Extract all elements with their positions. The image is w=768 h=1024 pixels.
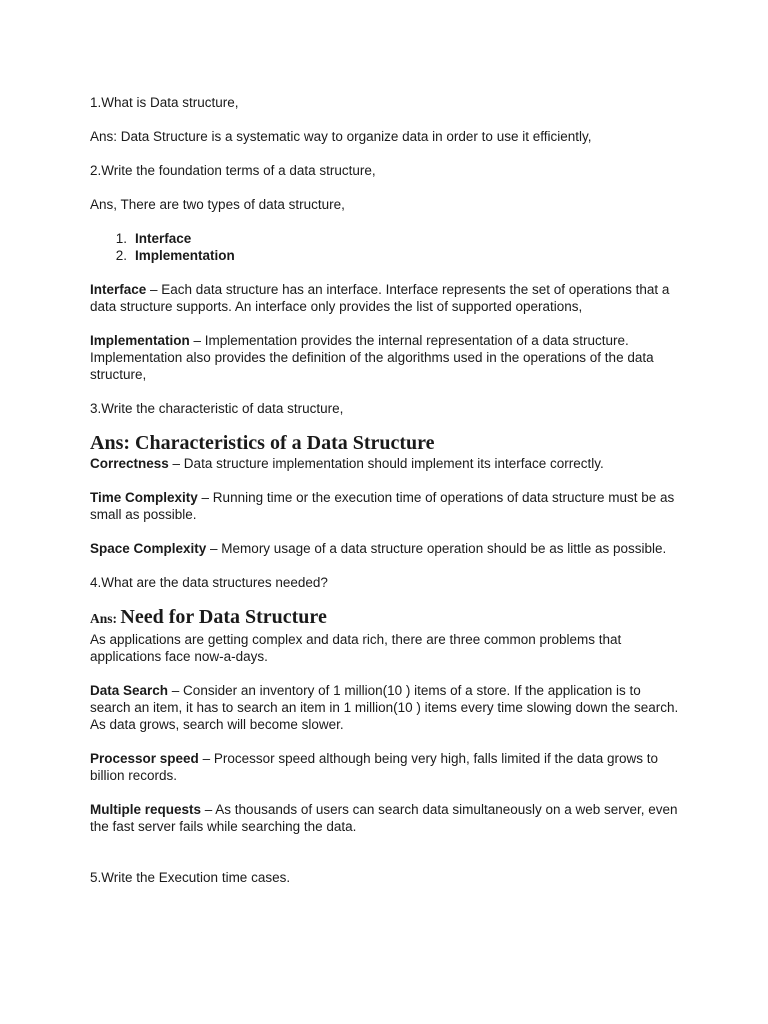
need-intro: As applications are getting complex and data rich, there are three common problems that applications face now-a-days. [90, 632, 622, 664]
need-heading-prefix: Ans: [90, 611, 121, 626]
definition-term: Processor speed [90, 751, 199, 766]
interface-definition [90, 281, 682, 315]
list-item-number: 2. [115, 248, 127, 263]
definition-term: Implementation [90, 333, 190, 348]
question-5: 5.Write the Execution time cases. [90, 870, 291, 885]
implementation-definition [90, 332, 682, 383]
definition-text: – Running time or the execution time of operations of data structure must be as small as possible. [90, 490, 675, 522]
characteristic-item [90, 455, 682, 472]
definition-text: – Data structure implementation should implement its interface correctly. [168, 456, 604, 471]
definition-term: Data Search [90, 683, 169, 698]
characteristic-item [90, 489, 682, 523]
list-item-text: Implementation [135, 248, 235, 263]
question-4: 4.What are the data structures needed? [90, 575, 328, 590]
definition-text: – As thousands of users can search data simultaneously on a web server, even the fast server fails while searching the data. [90, 802, 678, 834]
definition-term: Interface [90, 282, 147, 297]
definition-term: Space Complexity [90, 541, 207, 556]
list-item [90, 230, 682, 247]
characteristics-heading: Ans: Characteristics of a Data Structure [90, 432, 435, 454]
need-item [90, 801, 682, 835]
question-1: 1.What is Data structure, [90, 95, 239, 110]
definition-term: Correctness [90, 456, 169, 471]
question-3: 3.Write the characteristic of data structure, [90, 401, 344, 416]
definition-text: – Memory usage of a data structure operation should be as little as possible. [206, 541, 667, 556]
need-item [90, 682, 682, 733]
need-item [90, 750, 682, 784]
need-heading-text: Need for Data Structure [120, 606, 327, 628]
characteristic-item [90, 540, 682, 557]
definition-text: – Consider an inventory of 1 million(10 ) items of a store. If the application is to search an item, it has to search an item in 1 million(10 ) items every time slowing down the search. As data grows, search will become slower. [90, 683, 679, 732]
list-item-text: Interface [135, 231, 192, 246]
list-item [90, 247, 682, 264]
list-item-number: 1. [115, 231, 127, 246]
document-page [90, 94, 682, 903]
definition-text: – Each data structure has an interface. Interface represents the set of operations that a data structure supports. An interface only provides the list of supported operations, [90, 282, 670, 314]
answer-1: Ans: Data Structure is a systematic way to organize data in order to use it efficiently, [90, 129, 592, 144]
definition-text: – Implementation provides the internal representation of a data structure. Implementation also provides the definition of the algorithms used in the operations of the data structure, [90, 333, 654, 382]
question-2: 2.Write the foundation terms of a data structure, [90, 163, 376, 178]
terms-list [90, 230, 682, 264]
definition-text: – Processor speed although being very high, falls limited if the data grows to billion records. [90, 751, 659, 783]
definition-term: Time Complexity [90, 490, 198, 505]
definition-term: Multiple requests [90, 802, 202, 817]
need-heading [90, 605, 682, 631]
answer-2: Ans, There are two types of data structure, [90, 197, 345, 212]
